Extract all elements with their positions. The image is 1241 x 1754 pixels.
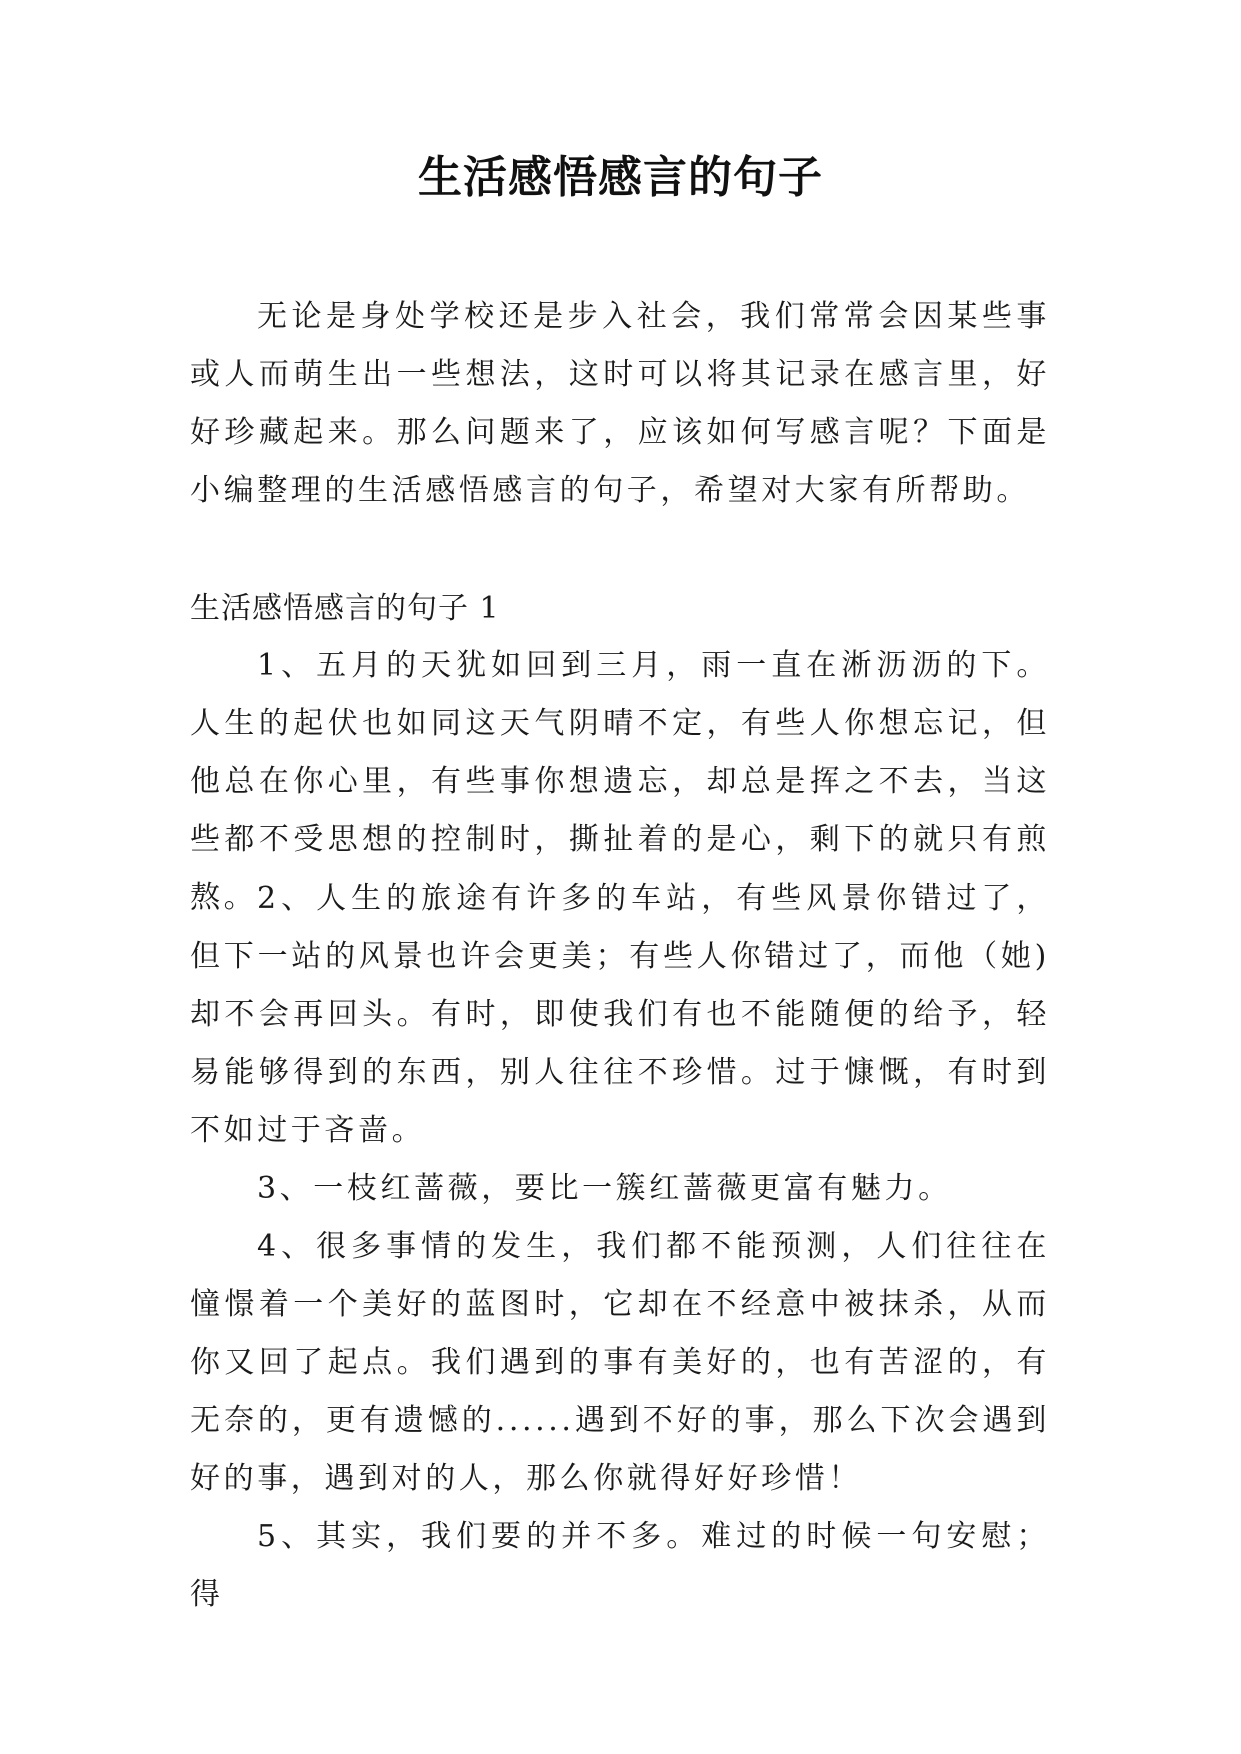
intro-paragraph: 无论是身处学校还是步入社会，我们常常会因某些事或人而萌生出一些想法，这时可以将其记录在感言里，好好珍藏起来。那么问题来了，应该如何写感言呢？下面是小编整理的生活感悟感言的句子，希望对大家有所帮助。 bbox=[190, 299, 1050, 508]
list-item: 4、很多事情的发生，我们都不能预测，人们往往在憧憬着一个美好的蓝图时，它却在不经意中被抹杀，从而你又回了起点。我们遇到的事有美好的，也有苦涩的，有无奈的，更有遗憾的......遇到不好的事，那么下次会遇到好的事，遇到对的人，那么你就得好好珍惜！ bbox=[190, 1229, 1050, 1496]
list-item: 5、其实，我们要的并不多。难过的时候一句安慰；得 bbox=[190, 1519, 1050, 1612]
list-item: 2、人生的旅途有许多的车站，有些风景你错过了，但下一站的风景也许会更美；有些人你错过了，而他（她)却不会再回头。有时，即使我们有也不能随便的给予，轻易能够得到的东西，别人往往不珍惜。过于慷慨，有时到不如过于吝啬。 bbox=[190, 881, 1050, 1148]
section-heading: 生活感悟感言的句子 1 bbox=[190, 591, 500, 626]
list-item: 3、一枝红蔷薇，要比一簇红蔷薇更富有魅力。 bbox=[257, 1171, 952, 1206]
list-item: 1、五月的天犹如回到三月，雨一直在淅沥沥的下。人生的起伏也如同这天气阴晴不定，有些人你想忘记，但他总在你心里，有些事你想遗忘，却总是挥之不去，当这些都不受思想的控制时，撕扯着的是心，剩下的就只有煎熬。 bbox=[190, 648, 1050, 915]
document-title: 生活感悟感言的句子 bbox=[418, 152, 823, 203]
